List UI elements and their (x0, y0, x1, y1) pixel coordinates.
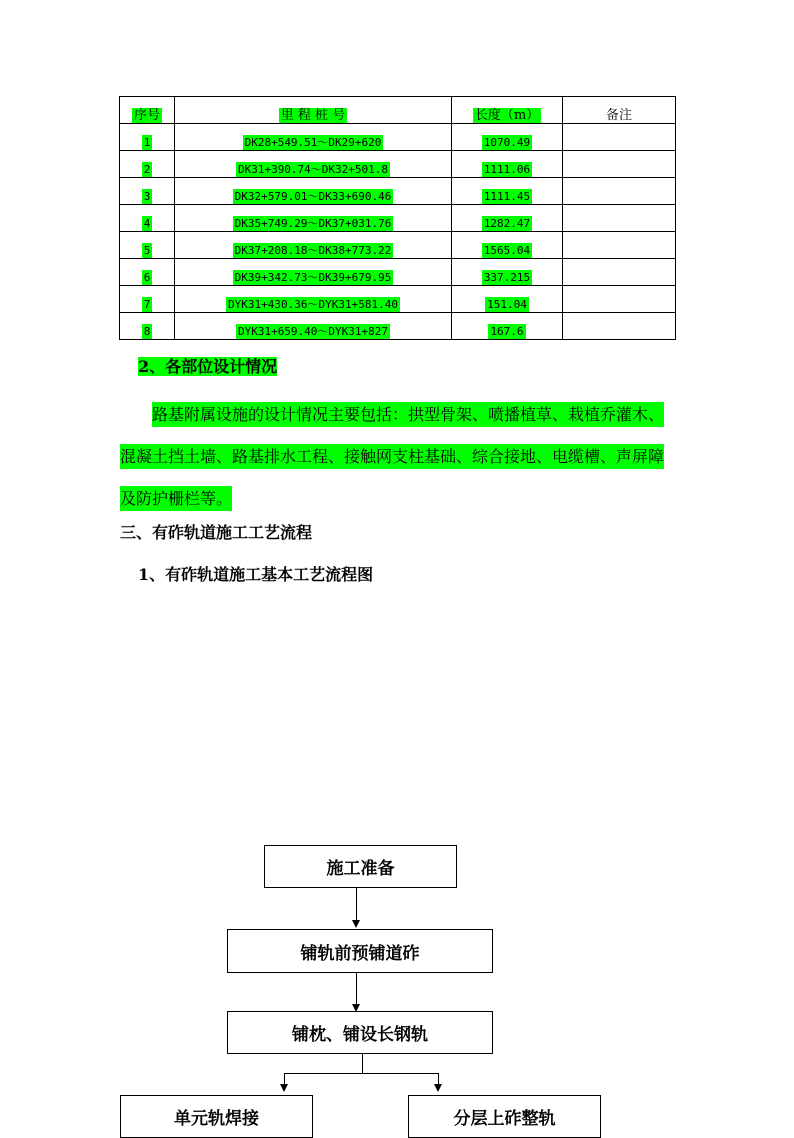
cell-range: DK32+579.01～DK33+690.46 (175, 178, 452, 205)
cell-length: 1565.04 (452, 232, 563, 259)
cell-note (563, 205, 676, 232)
section-table (119, 96, 676, 340)
cell-length: 1111.45 (452, 178, 563, 205)
cell-range: DK28+549.51～DK29+620 (175, 124, 452, 151)
flow-connector (284, 1073, 285, 1084)
cell-no: 7 (120, 286, 175, 313)
cell-note (563, 286, 676, 313)
cell-range: DK39+342.73～DK39+679.95 (175, 259, 452, 286)
cell-length: 1282.47 (452, 205, 563, 232)
section3-title: 三、有砟轨道施工工艺流程 (120, 523, 313, 542)
cell-no: 2 (120, 151, 175, 178)
flow-step-lay-rail: 铺枕、铺设长钢轨 (227, 1011, 493, 1054)
table-row (120, 286, 676, 313)
table-row (120, 178, 676, 205)
section3-subtitle: 1、有砟轨道施工基本工艺流程图 (138, 565, 374, 584)
cell-length: 1111.06 (452, 151, 563, 178)
cell-no: 8 (120, 313, 175, 340)
table-row (120, 232, 676, 259)
arrow-down-icon (434, 1084, 442, 1092)
table-row (120, 124, 676, 151)
cell-note (563, 313, 676, 340)
cell-no: 5 (120, 232, 175, 259)
header-cell-range: 里 程 桩 号 (175, 97, 452, 124)
cell-range: DK37+208.18～DK38+773.22 (175, 232, 452, 259)
section2-paragraph (120, 394, 675, 520)
table-row (120, 259, 676, 286)
cell-no: 4 (120, 205, 175, 232)
flow-connector (356, 973, 357, 1004)
cell-range: DK31+390.74～DK32+501.8 (175, 151, 452, 178)
flow-step-weld: 单元轨焊接 (120, 1095, 313, 1138)
table-row (120, 151, 676, 178)
cell-note (563, 259, 676, 286)
cell-note (563, 124, 676, 151)
cell-length: 1070.49 (452, 124, 563, 151)
flow-connector (362, 1054, 363, 1073)
flow-step-ballast-track: 分层上砟整轨 (408, 1095, 601, 1138)
flow-connector (356, 888, 357, 920)
header-cell-length: 长度（m） (452, 97, 563, 124)
cell-no: 3 (120, 178, 175, 205)
header-cell-no: 序号 (120, 97, 175, 124)
cell-note (563, 232, 676, 259)
table-row (120, 313, 676, 340)
arrow-down-icon (352, 920, 360, 928)
cell-note (563, 151, 676, 178)
cell-length: 151.04 (452, 286, 563, 313)
table-header-row (120, 97, 676, 124)
cell-range: DYK31+430.36～DYK31+581.40 (175, 286, 452, 313)
table-row (120, 205, 676, 232)
cell-no: 1 (120, 124, 175, 151)
section2-paragraph-text: 路基附属设施的设计情况主要包括：拱型骨架、喷播植草、栽植乔灌木、混凝土挡土墙、路基排水工程、接触网支柱基础、综合接地、电缆槽、声屏障及防护栅栏等。 (120, 402, 664, 511)
cell-no: 6 (120, 259, 175, 286)
section2-title: 2、各部位设计情况 (138, 357, 278, 376)
flow-connector (438, 1073, 439, 1084)
arrow-down-icon (280, 1084, 288, 1092)
cell-range: DYK31+659.40～DYK31+827 (175, 313, 452, 340)
cell-note (563, 178, 676, 205)
flow-step-pre-ballast: 铺轨前预铺道砟 (227, 929, 493, 973)
flow-connector (284, 1073, 439, 1074)
header-cell-note: 备注 (563, 97, 676, 124)
cell-length: 337.215 (452, 259, 563, 286)
flow-step-prepare: 施工准备 (264, 845, 457, 888)
cell-length: 167.6 (452, 313, 563, 340)
cell-range: DK35+749.29～DK37+031.76 (175, 205, 452, 232)
